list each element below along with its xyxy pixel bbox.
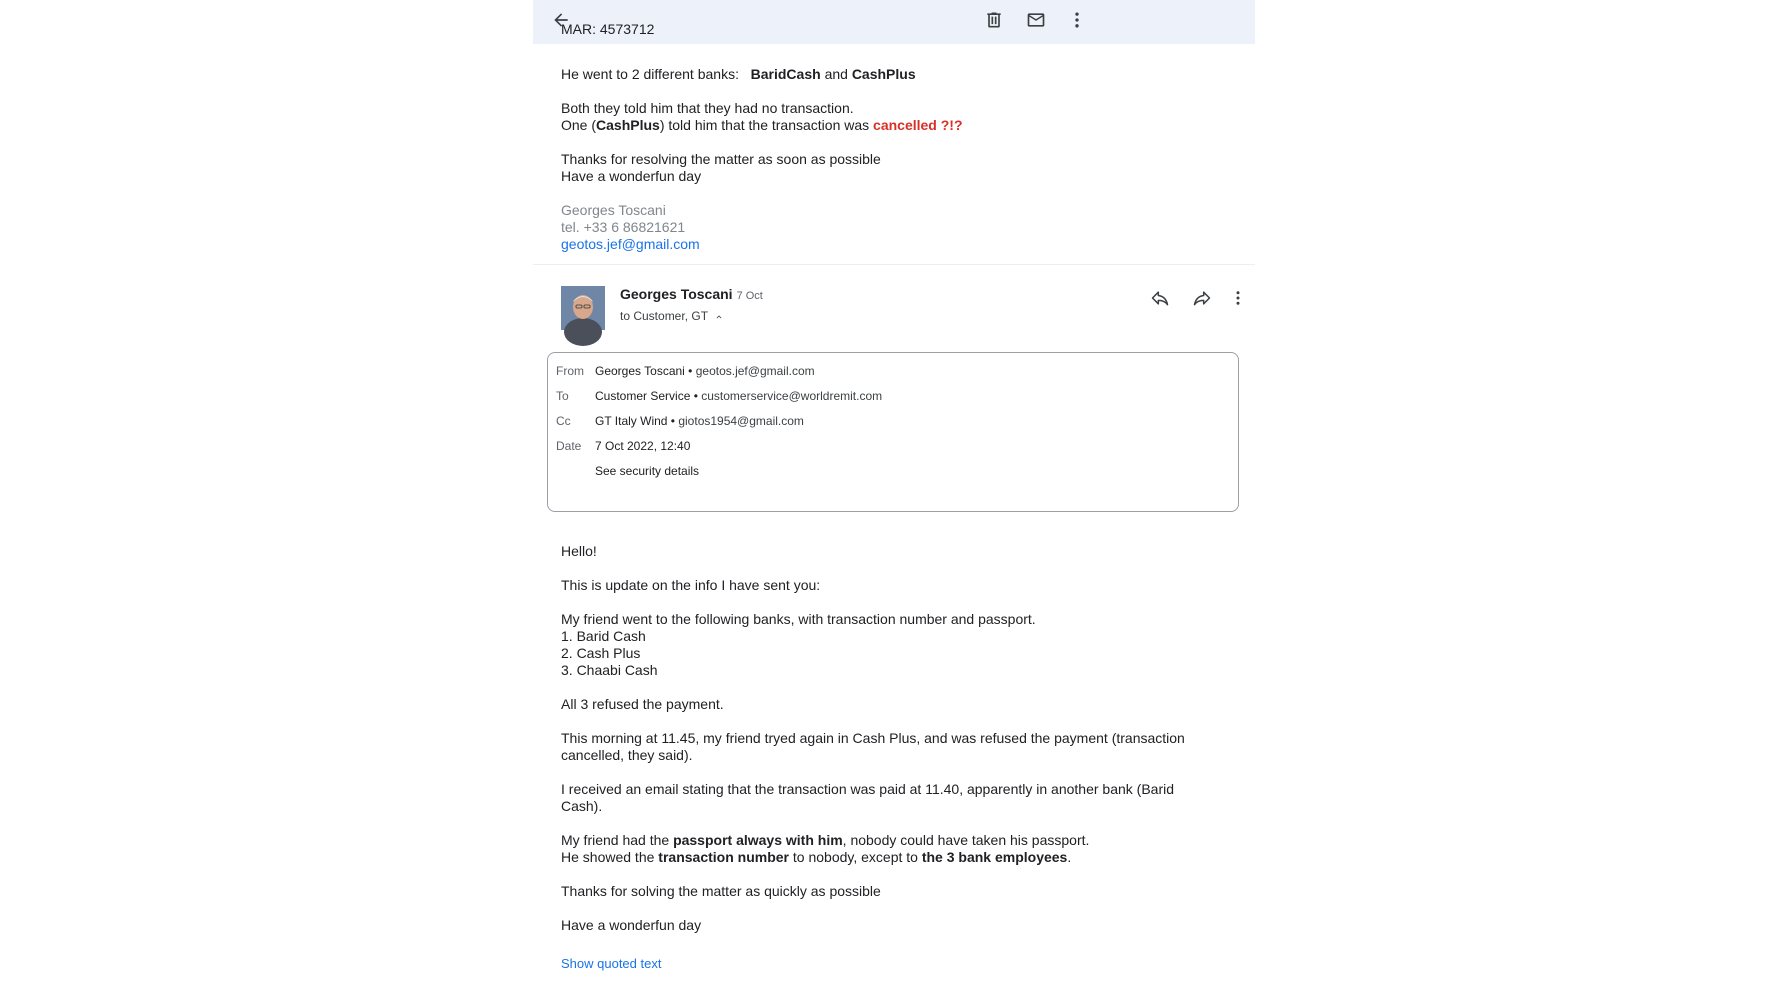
list-item: 2. Cash Plus xyxy=(561,645,641,661)
thanks-line: Thanks for resolving the matter as soon as possible xyxy=(561,151,881,167)
signature-tel: tel. +33 6 86821621 xyxy=(561,219,686,235)
message-divider xyxy=(533,264,1255,265)
clipped-text-line: MAR: 4573712 xyxy=(561,21,655,37)
list-item: 3. Chaabi Cash xyxy=(561,662,658,678)
mail-icon xyxy=(1026,10,1046,30)
banks-line: He went to 2 different banks: BaridCash and CashPlus xyxy=(561,66,916,82)
from-label: From xyxy=(556,364,584,378)
body-refused: All 3 refused the payment. xyxy=(561,696,724,712)
from-value: Georges Toscani • geotos.jef@gmail.com xyxy=(595,364,815,378)
person-photo-icon xyxy=(561,286,605,330)
reply-icon xyxy=(1150,288,1170,308)
sender-name: Georges Toscani 7 Oct xyxy=(620,286,763,302)
to-label: To xyxy=(556,389,569,403)
body-morning-1: This morning at 11.45, my friend tryed again in Cash Plus, and was refused the payment (transaction xyxy=(561,730,1185,746)
signature-name: Georges Toscani xyxy=(561,202,666,218)
message-more-button[interactable] xyxy=(1222,282,1254,314)
date-label: Date xyxy=(556,439,582,453)
mark-unread-button[interactable] xyxy=(1020,4,1052,36)
security-details-link[interactable]: See security details xyxy=(595,464,700,478)
chevron-up-icon xyxy=(714,312,724,322)
list-item: 1. Barid Cash xyxy=(561,628,646,644)
body-passport-line: My friend had the passport always with him, nobody could have taken his passport. xyxy=(561,832,1090,848)
email-thread-panel xyxy=(533,0,1255,1000)
wonderfun-line: Have a wonderfun day xyxy=(561,168,702,184)
one-line: One (CashPlus) told him that the transaction was cancelled ?!? xyxy=(561,117,963,133)
to-value: Customer Service • customerservice@worldremit.com xyxy=(595,389,883,403)
forward-button[interactable] xyxy=(1186,282,1218,314)
both-line: Both they told him that they had no transaction. xyxy=(561,100,854,116)
show-quoted-text-link[interactable]: Show quoted text xyxy=(561,956,662,971)
message-date: 7 Oct xyxy=(736,290,763,302)
signature-email-link[interactable]: geotos.jef@gmail.com xyxy=(561,236,700,252)
body-morning-2: cancelled, they said). xyxy=(561,747,693,763)
more-vert-icon xyxy=(1229,289,1247,307)
body-wonderfun: Have a wonderfun day xyxy=(561,917,702,933)
more-options-button[interactable] xyxy=(1061,4,1093,36)
recipients-toggle[interactable]: to Customer, GT xyxy=(620,309,724,323)
reply-button[interactable] xyxy=(1144,282,1176,314)
forward-icon xyxy=(1192,288,1212,308)
trash-icon xyxy=(984,10,1004,30)
body-hello: Hello! xyxy=(561,543,597,559)
body-update: This is update on the info I have sent you: xyxy=(561,577,821,593)
body-received-1: I received an email stating that the transaction was paid at 11.40, apparently in another bank (Barid xyxy=(561,781,1174,797)
cc-label: Cc xyxy=(556,414,571,428)
cc-value: GT Italy Wind • giotos1954@gmail.com xyxy=(595,414,804,428)
body-friend-went: My friend went to the following banks, with transaction number and passport. xyxy=(561,611,1036,627)
body-received-2: Cash). xyxy=(561,798,603,814)
message-details-box xyxy=(547,352,1239,512)
date-value: 7 Oct 2022, 12:40 xyxy=(595,439,691,453)
body-thanks: Thanks for solving the matter as quickly as possible xyxy=(561,883,881,899)
more-vert-icon xyxy=(1067,10,1087,30)
avatar[interactable] xyxy=(561,286,605,330)
body-showed-line: He showed the transaction number to nobody, except to the 3 bank employees. xyxy=(561,849,1072,865)
delete-button[interactable] xyxy=(978,4,1010,36)
